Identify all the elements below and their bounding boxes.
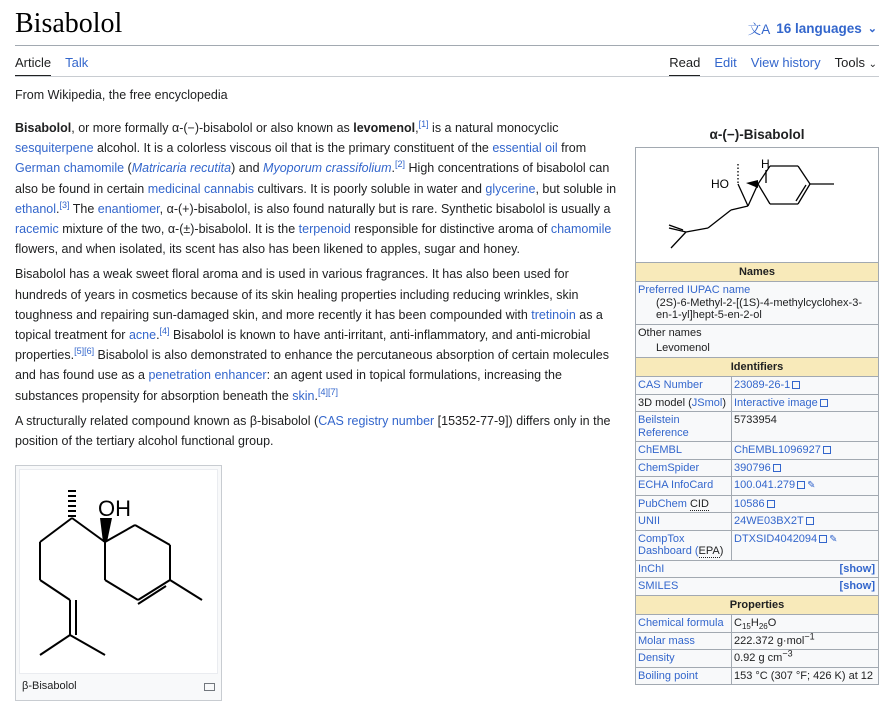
link-chamomile[interactable]: chamomile xyxy=(550,222,612,237)
text: , xyxy=(415,121,419,135)
epa-abbr: EPA xyxy=(698,545,720,557)
external-link-icon xyxy=(797,481,805,489)
jsmol-link[interactable]: JSmol xyxy=(691,396,723,409)
comptox-row xyxy=(636,530,879,560)
text: 15 xyxy=(741,622,751,632)
chembl-label[interactable]: ChEMBL xyxy=(636,442,732,460)
tab-view-history[interactable]: View history xyxy=(750,55,821,70)
tab-read[interactable]: Read xyxy=(669,55,700,77)
external-link-icon xyxy=(767,500,775,508)
unii-label[interactable]: UNII xyxy=(636,513,732,531)
link-acne[interactable]: acne xyxy=(128,328,157,343)
title-divider xyxy=(15,45,879,46)
molar-label[interactable]: Molar mass xyxy=(636,632,732,650)
text: as a topical treatment for xyxy=(15,307,603,343)
h-label: H xyxy=(761,157,770,171)
density-row xyxy=(636,650,879,668)
molar-row xyxy=(636,632,879,650)
link-ethanol[interactable]: ethanol xyxy=(15,201,57,216)
pubchem-label[interactable] xyxy=(636,495,732,513)
inchi-label[interactable]: InChI xyxy=(638,562,665,575)
reference-link[interactable]: [4] xyxy=(159,325,170,336)
chevron-down-icon: ⌄ xyxy=(868,59,877,70)
external-link-icon xyxy=(773,464,781,472)
tools-label: Tools xyxy=(834,55,865,70)
namespace-tabs xyxy=(15,55,88,77)
text: , α-(+)-bisabolol, is also found naturally but is rare. Synthetic bisabolol is usually a xyxy=(159,201,611,216)
link-glycerine[interactable]: glycerine xyxy=(485,181,536,196)
reference-link[interactable]: [4][7] xyxy=(317,386,338,397)
reference-link[interactable]: [5][6] xyxy=(74,346,95,357)
link-sesquiterpene[interactable]: sesquiterpene xyxy=(15,141,94,156)
chembl-value[interactable]: ChEMBL1096927 xyxy=(734,444,821,456)
text: C xyxy=(734,617,742,629)
density-value xyxy=(732,650,879,668)
chembox-infobox xyxy=(635,125,879,685)
smiles-row xyxy=(636,578,879,596)
text: CompTox Dashboard ( xyxy=(638,532,699,557)
other-names-value: Levomenol xyxy=(656,342,710,354)
text: Bisabolol has a weak sweet floral aroma and is used in various fragrances. It has also been used for hundreds of years in cosmetics because of its skin healing properties including reducing wrinkles, skin toughness and repairing sun-damaged skin, and more recently it has been compounded with xyxy=(15,267,579,322)
pubchem-value[interactable]: 10586 xyxy=(734,497,765,510)
text: 0.92 g cm xyxy=(734,652,783,664)
link-myoporum[interactable]: Myoporum crassifolium xyxy=(263,161,392,176)
language-count: 16 languages xyxy=(776,20,862,36)
smiles-label[interactable]: SMILES xyxy=(638,580,679,592)
section-identifiers: Identifiers xyxy=(636,357,879,377)
formula-value xyxy=(732,615,879,633)
text: is a natural monocyclic xyxy=(428,121,559,135)
cas-row xyxy=(636,377,879,395)
beilstein-row xyxy=(636,412,879,442)
comptox-value[interactable]: DTXSID4042094 xyxy=(734,532,818,545)
text: 3D model ( xyxy=(638,396,692,409)
text: H xyxy=(750,617,759,629)
structure-image[interactable] xyxy=(19,469,218,674)
inchi-row xyxy=(636,560,879,578)
link-tretinoin[interactable]: tretinoin xyxy=(531,307,576,322)
link-enantiomer[interactable]: enantiomer xyxy=(97,201,160,216)
text: alcohol. It is a colorless viscous oil that is the primary constituent of the xyxy=(93,141,493,156)
link-medicinal-cannabis[interactable]: medicinal cannabis xyxy=(147,181,255,196)
molar-value xyxy=(732,632,879,650)
enlarge-icon[interactable] xyxy=(204,683,215,691)
paragraph-intro xyxy=(15,118,619,259)
infobox-table xyxy=(635,147,879,685)
language-selector[interactable] xyxy=(748,18,877,38)
chemspider-row xyxy=(636,459,879,477)
reference-link[interactable]: [1] xyxy=(418,118,429,129)
formula-label[interactable]: Chemical formula xyxy=(636,615,732,633)
section-names: Names xyxy=(636,262,879,282)
view-tabs xyxy=(669,55,877,77)
smiles-show-toggle[interactable]: [show] xyxy=(839,580,875,592)
echa-value[interactable]: 100.041.279 xyxy=(734,479,796,491)
paragraph-beta xyxy=(15,411,619,451)
text: mixture of the two, α-(±)-bisabolol. It is the xyxy=(58,222,299,237)
external-link-icon xyxy=(806,517,814,525)
pubchem-row xyxy=(636,495,879,513)
link-cas-registry[interactable]: CAS registry number xyxy=(318,413,435,428)
text: [15352-77-9]) differs only in the position of the tertiary alcohol functional group. xyxy=(15,413,611,449)
text: 222.372 g·mol xyxy=(734,634,805,647)
link-essential-oil[interactable]: essential oil xyxy=(492,141,558,156)
text: PubChem xyxy=(638,497,690,510)
iupac-value: (2S)-6-Methyl-2-[(1S)-4-methylcyclohex-3-en-1-yl]hept-5-en-2-ol xyxy=(656,296,862,321)
link-terpenoid[interactable]: terpenoid xyxy=(298,222,351,237)
other-names-row xyxy=(636,324,879,357)
text: Bisabolol is known to have anti-irritant, anti-inflammatory, and anti-microbial properties. xyxy=(15,328,591,363)
cas-value[interactable]: 23089-26-1 xyxy=(734,379,791,391)
text: . xyxy=(156,328,160,343)
boiling-label[interactable]: Boiling point xyxy=(636,667,732,685)
alpha-bisabolol-structure[interactable] xyxy=(636,148,876,258)
external-link-icon xyxy=(819,535,827,543)
link-matricaria[interactable]: Matricaria recutita xyxy=(131,161,232,176)
edit-pencil-icon[interactable]: ✎ xyxy=(807,480,816,491)
wedge-bond xyxy=(746,180,758,188)
text: 26 xyxy=(758,622,768,632)
iupac-row xyxy=(636,282,879,325)
comptox-label[interactable] xyxy=(636,530,732,560)
model3d-value[interactable]: Interactive image xyxy=(734,396,818,409)
external-link-icon xyxy=(823,446,831,454)
text: ) xyxy=(719,545,724,557)
text: , but soluble in xyxy=(535,181,617,196)
cid-abbr: CID xyxy=(689,497,709,510)
boiling-row xyxy=(636,667,879,685)
unii-row xyxy=(636,513,879,531)
unii-value[interactable]: 24WE03BX2T xyxy=(734,515,804,527)
text: −1 xyxy=(804,630,815,641)
text: O xyxy=(767,617,777,629)
beta-bisabolol-structure xyxy=(20,470,217,673)
other-names-label: Other names xyxy=(638,326,702,339)
text: cultivars. It is poorly soluble in water and xyxy=(254,181,486,196)
ho-label: HO xyxy=(711,177,729,191)
text: responsible for distinctive aroma of xyxy=(350,222,551,237)
echa-label[interactable]: ECHA InfoCard xyxy=(636,477,732,496)
link-racemic[interactable]: racemic xyxy=(15,222,59,237)
chemspider-label[interactable]: ChemSpider xyxy=(636,459,732,477)
beilstein-label[interactable]: Beilstein Reference xyxy=(636,412,732,442)
tools-menu[interactable] xyxy=(835,55,877,77)
text: ( xyxy=(124,161,132,176)
text: . xyxy=(56,201,60,216)
text: High concentrations of bisabolol can also be found in certain xyxy=(15,161,610,196)
text: : an agent used in topical formulations, increasing the substances propensity for absorption beneath the xyxy=(15,368,562,403)
link-penetration-enhancer[interactable]: penetration enhancer xyxy=(148,368,267,383)
translate-icon: 文A xyxy=(747,22,771,37)
text: . xyxy=(391,161,396,176)
oh-label: OH xyxy=(98,496,131,521)
formula-row xyxy=(636,615,879,633)
text: . xyxy=(314,388,318,403)
beilstein-value: 5733954 xyxy=(732,412,879,442)
iupac-label[interactable]: Preferred IUPAC name xyxy=(638,284,751,296)
site-subtitle: From Wikipedia, the free encyclopedia xyxy=(15,88,228,102)
bold-term: Bisabolol xyxy=(15,121,72,135)
density-label[interactable]: Density xyxy=(636,650,732,668)
edit-pencil-icon[interactable]: ✎ xyxy=(829,533,838,545)
chemspider-value[interactable]: 390796 xyxy=(734,461,771,474)
figure-beta-bisabolol xyxy=(15,465,222,701)
link-skin[interactable]: skin xyxy=(292,388,315,403)
tab-talk[interactable]: Talk xyxy=(65,55,89,70)
boiling-value: 153 °C (307 °F; 426 K) at 12 xyxy=(732,667,879,685)
paragraph-uses xyxy=(15,264,619,405)
tab-edit[interactable]: Edit xyxy=(714,55,737,70)
text: flowers, and when isolated, its scent has also has been likened to apples, sugar and honey. xyxy=(15,242,520,257)
page-title: Bisabolol xyxy=(15,8,123,39)
text: ) xyxy=(722,396,727,409)
infobox-title: α-(−)-Bisabolol xyxy=(709,127,805,142)
cas-label[interactable]: CAS Number xyxy=(636,377,732,395)
external-link-icon xyxy=(820,399,828,407)
reference-link[interactable]: [3] xyxy=(59,199,70,210)
reference-link[interactable]: [2] xyxy=(395,159,406,170)
tabs-divider xyxy=(15,76,879,77)
link-german-chamomile[interactable]: German chamomile xyxy=(15,161,125,176)
figure-caption: β-Bisabolol xyxy=(22,680,77,692)
text: from xyxy=(557,141,587,156)
text: ) and xyxy=(231,161,264,176)
tab-article[interactable]: Article xyxy=(15,55,51,77)
text: , or more formally α-(−)-bisabolol or also known as xyxy=(71,121,354,135)
text: Bisabolol is also demonstrated to enhance the percutaneous absorption of certain molecules and has found use as a xyxy=(15,348,609,383)
echa-row xyxy=(636,477,879,496)
text: −3 xyxy=(782,648,793,659)
chevron-down-icon: ⌄ xyxy=(867,22,877,35)
article-body xyxy=(15,118,619,456)
model3d-row xyxy=(636,394,879,412)
text: A structurally related compound known as β-bisabolol ( xyxy=(15,413,319,428)
infobox-image-cell xyxy=(636,148,879,263)
section-properties: Properties xyxy=(636,595,879,615)
external-link-icon xyxy=(792,381,800,389)
bold-term: levomenol xyxy=(353,121,416,135)
text: The xyxy=(69,201,98,216)
model3d-label xyxy=(636,394,732,412)
chembl-row xyxy=(636,442,879,460)
inchi-show-toggle[interactable]: [show] xyxy=(839,562,875,575)
